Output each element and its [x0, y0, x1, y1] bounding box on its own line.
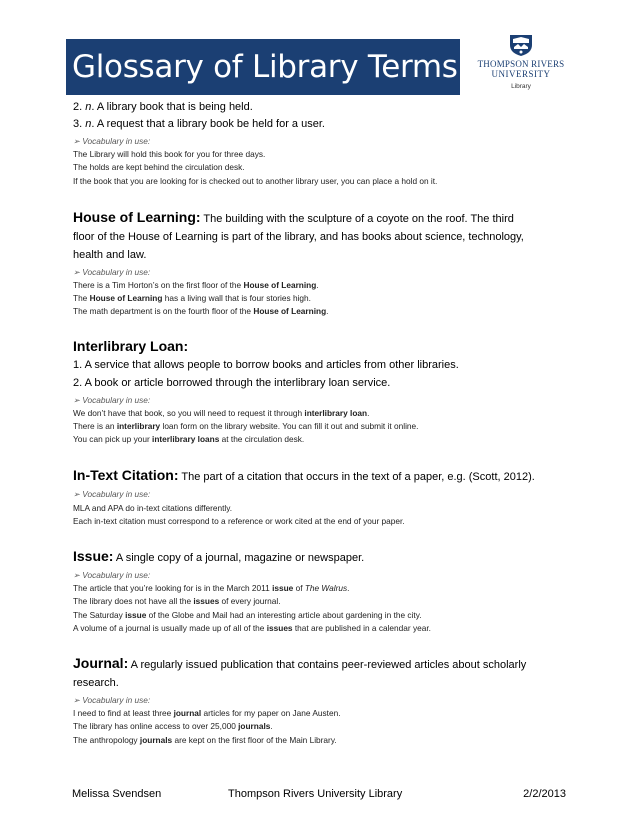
example: The holds are kept behind the circulation desk.	[73, 162, 245, 173]
logo-line-1: THOMPSON RIVERS	[477, 59, 565, 69]
example: MLA and APA do in-text citations differently.	[73, 502, 233, 513]
pointing-hand-icon: ➢	[73, 695, 80, 706]
university-logo	[466, 33, 576, 95]
pointing-hand-icon: ➢	[73, 489, 80, 500]
example: The anthropology journals are kept on the first floor of the Main Library.	[73, 734, 337, 745]
example: We don’t have that book, so you will need to request it through interlibrary loan.	[73, 407, 370, 418]
issue-entry: Issue: A single copy of a journal, magazine or newspaper.	[73, 548, 365, 565]
example: The Library will hold this book for you for three days.	[73, 149, 266, 160]
vocab-label: ➢ Vocabulary in use:	[73, 570, 151, 581]
term-journal: Journal:	[73, 655, 129, 672]
footer-organization: Thompson Rivers University Library	[228, 788, 403, 800]
pointing-hand-icon: ➢	[73, 570, 80, 581]
example: The House of Learning has a living wall that is four stories high.	[73, 293, 311, 304]
page-title: Glossary of Library Terms	[66, 39, 460, 95]
definition-line: health and law.	[73, 248, 147, 261]
example: The Saturday issue of the Globe and Mail had an interesting article about gardening in the city.	[73, 609, 422, 620]
vocab-label: ➢ Vocabulary in use:	[73, 695, 151, 706]
page-footer	[72, 786, 566, 802]
term-issue: Issue:	[73, 548, 114, 565]
vocab-label: ➢ Vocabulary in use:	[73, 394, 151, 405]
term-house-of-learning: House of Learning:	[73, 208, 201, 225]
house-of-learning-entry: House of Learning: The building with the sculpture of a coyote on the roof. The third	[73, 208, 514, 225]
example: The library has online access to over 25,000 journals.	[73, 721, 273, 732]
example: If the book that you are looking for is checked out to another library user, you can place a hold on it.	[73, 175, 438, 186]
vocab-label: ➢ Vocabulary in use:	[73, 489, 151, 500]
example: You can pick up your interlibrary loans at the circulation desk.	[73, 434, 305, 445]
hold-def-2: 2. n. A library book that is being held.	[73, 101, 253, 113]
footer-author: Melissa Svendsen	[72, 788, 162, 800]
journal-entry: Journal: A regularly issued publication that contains peer-reviewed articles about scholarly	[73, 655, 527, 672]
glossary-content	[73, 99, 573, 747]
definition-line: 2. A book or article borrowed through the interlibrary loan service.	[73, 376, 391, 389]
footer-date: 2/2/2013	[523, 788, 566, 800]
example: A volume of a journal is usually made up of all of the issues that are published in a calendar year.	[73, 622, 431, 633]
vocab-label: ➢ Vocabulary in use:	[73, 136, 151, 146]
vocab-label: ➢ Vocabulary in use:	[73, 266, 151, 277]
crest-icon	[508, 33, 534, 57]
example: The article that you’re looking for is in the March 2011 issue of The Walrus.	[73, 583, 350, 594]
in-text-citation-entry: In-Text Citation: The part of a citation that occurs in the text of a paper, e.g. (Scott, 2012).	[73, 467, 535, 484]
pointing-hand-icon: ➢	[73, 266, 80, 277]
example: The library does not have all the issues of every journal.	[73, 596, 281, 607]
logo-line-2: UNIVERSITY	[491, 69, 551, 79]
definition-line: research.	[73, 677, 119, 690]
example: There is an interlibrary loan form on the library website. You can fill it out and submit it online.	[73, 421, 419, 432]
hold-def-3: 3. n. A request that a library book be held for a user.	[73, 118, 325, 130]
definition-line: 1. A service that allows people to borrow books and articles from other libraries.	[73, 358, 459, 371]
example: There is a Tim Horton’s on the first floor of the House of Learning.	[73, 280, 319, 291]
definition-line: floor of the House of Learning is part of the library, and has books about science, technology,	[73, 230, 524, 243]
example: The math department is on the fourth floor of the House of Learning.	[73, 306, 329, 317]
logo-line-3: Library	[511, 83, 531, 90]
pointing-hand-icon: ➢	[73, 136, 80, 146]
example: I need to find at least three journal articles for my paper on Jane Austen.	[73, 708, 341, 719]
example: Each in-text citation must correspond to a reference or work cited at the end of your paper.	[73, 515, 405, 526]
term-in-text-citation: In-Text Citation:	[73, 467, 179, 484]
term-interlibrary-loan: Interlibrary Loan:	[73, 337, 189, 354]
pointing-hand-icon: ➢	[73, 394, 80, 405]
